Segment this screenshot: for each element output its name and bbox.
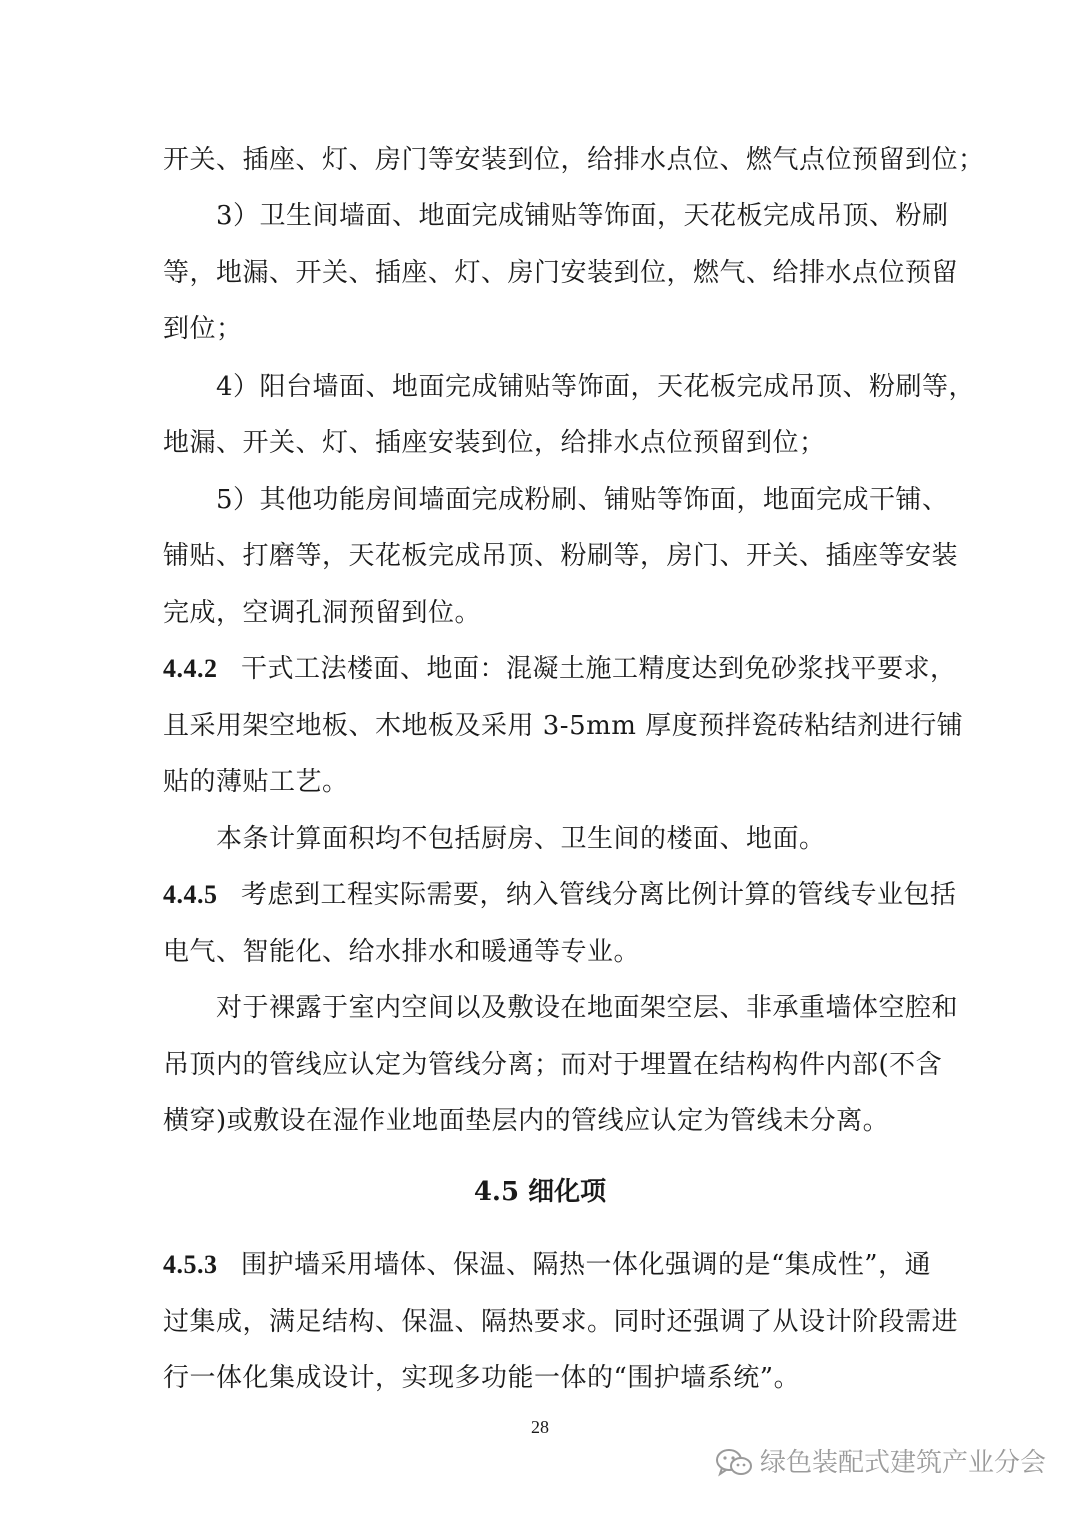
- clause-4-5-3: [163, 1248, 931, 1282]
- paragraph-line: 过集成，满足结构、保温、隔热要求。同时还强调了从设计阶段需进: [163, 1307, 959, 1337]
- page-number: 28: [531, 1417, 549, 1437]
- clause-number: 4.4.5: [163, 880, 218, 909]
- paragraph-line: 围护墙采用墙体、保温、隔热一体化强调的是“集成性”，通: [241, 1250, 932, 1280]
- paragraph-line: 干式工法楼面、地面：混凝土施工精度达到免砂浆找平要求，: [241, 654, 957, 684]
- section-heading: 4.5 细化项: [473, 1177, 607, 1207]
- paragraph-line: 等，地漏、开关、插座、灯、房门安装到位，燃气、给排水点位预留: [163, 258, 959, 288]
- paragraph-line: 电气、智能化、给水排水和暖通等专业。: [163, 937, 641, 967]
- paragraph-line: 横穿)或敷设在湿作业地面垫层内的管线应认定为管线未分离。: [163, 1106, 890, 1136]
- watermark: [714, 1446, 1046, 1480]
- paragraph-line: 4）阳台墙面、地面完成铺贴等饰面，天花板完成吊顶、粉刷等，: [216, 372, 976, 402]
- paragraph-line: 到位；: [163, 314, 243, 344]
- paragraph-line: 5）其他功能房间墙面完成粉刷、铺贴等饰面，地面完成干铺、: [216, 485, 949, 515]
- paragraph-line: 吊顶内的管线应认定为管线分离；而对于埋置在结构构件内部(不含: [163, 1050, 943, 1080]
- paragraph-line: 考虑到工程实际需要，纳入管线分离比例计算的管线专业包括: [241, 880, 957, 910]
- paragraph-line: 地漏、开关、灯、插座安装到位，给排水点位预留到位；: [163, 428, 826, 458]
- paragraph-line: 对于裸露于室内空间以及敷设在地面架空层、非承重墙体空腔和: [216, 993, 959, 1023]
- clause-number: 4.4.2: [163, 654, 218, 683]
- paragraph-line: 3）卫生间墙面、地面完成铺贴等饰面，天花板完成吊顶、粉刷: [216, 201, 949, 231]
- wechat-icon: [714, 1447, 754, 1479]
- paragraph-line: 完成，空调孔洞预留到位。: [163, 598, 482, 628]
- clause-number: 4.5.3: [163, 1250, 218, 1279]
- clause-4-4-2: [163, 652, 957, 686]
- paragraph-line: 行一体化集成设计，实现多功能一体的“围护墙系统”。: [163, 1363, 801, 1393]
- paragraph-line: 铺贴、打磨等，天花板完成吊顶、粉刷等，房门、开关、插座等安装: [163, 541, 959, 571]
- watermark-text: 绿色装配式建筑产业分会: [759, 1448, 1046, 1478]
- paragraph-line: 贴的薄贴工艺。: [163, 767, 349, 797]
- paragraph-line: 且采用架空地板、木地板及采用 3-5mm 厚度预拌瓷砖粘结剂进行铺: [163, 711, 964, 741]
- paragraph-line: 开关、插座、灯、房门等安装到位，给排水点位、燃气点位预留到位；: [163, 145, 985, 175]
- clause-4-4-5: [163, 878, 957, 912]
- paragraph-line: 本条计算面积均不包括厨房、卫生间的楼面、地面。: [216, 824, 826, 854]
